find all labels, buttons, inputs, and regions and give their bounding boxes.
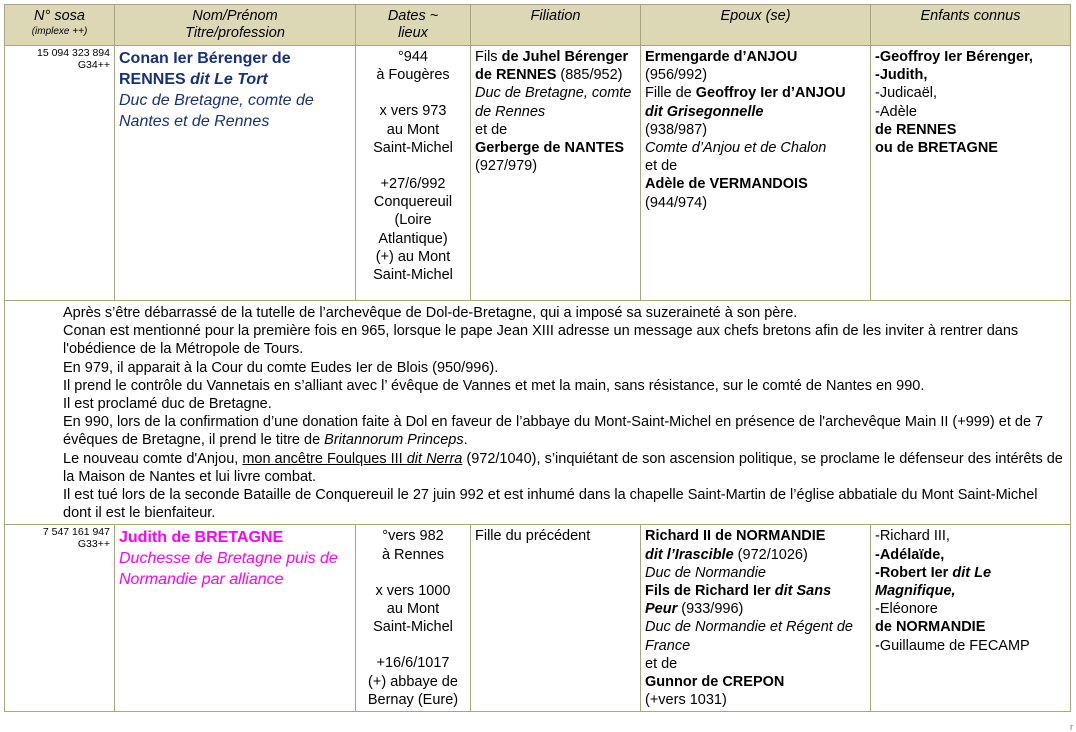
marriage-date: x vers 973 (379, 103, 447, 120)
children-cell (871, 46, 1071, 301)
header-dates-label: Dates ~ (387, 8, 439, 24)
burial-1: (+) au Mont (375, 248, 451, 265)
name-cell (115, 46, 356, 301)
filiation-prefix: Fils (475, 49, 502, 65)
spouse-father-nickname: dit Grisegonnelle (645, 103, 764, 120)
sosa-number: 15 094 323 894 (37, 47, 110, 59)
dates-cell (356, 46, 471, 301)
burial-2: Saint-Michel (373, 267, 453, 284)
bio-paragraph-3: En 979, il apparait à la Cour du comte Eudes Ier de Blois (950/996). (63, 359, 499, 376)
name-cell (115, 525, 356, 712)
spouse-cell (641, 46, 871, 301)
bio-paragraph-5: Il est proclamé duc de Bretagne. (63, 396, 272, 413)
child-2: -Judith, (875, 67, 928, 84)
header-sosa-label: N° sosa (34, 8, 85, 24)
header-row (5, 5, 1071, 46)
header-dates (356, 5, 471, 46)
marriage-place-1: au Mont (386, 121, 440, 138)
header-enfants: Enfants connus (871, 5, 1071, 46)
person-nickname: dit Le Tort (190, 71, 268, 88)
header-name (115, 5, 356, 46)
spouse-name: Ermengarde d’ANJOU (645, 49, 798, 65)
spouse-fille-de: Fille de (645, 85, 696, 102)
page-edge-mark: r (1070, 722, 1073, 732)
header-filiation: Filiation (471, 5, 641, 46)
father-name: de Juhel Bérenger de RENNES (475, 49, 629, 84)
bio-p6-text: En 990, lors de la confirmation d’une donation faite à Dol en faveur de l’abbaye du Mont-Saint-Michel en présence de l'archevêque Main II (+999) et de 7 évêques de Bretagne, il prend le titre de (63, 414, 1044, 449)
spouse-father: Geoffroy Ier d’ANJOU (695, 85, 846, 102)
marriage-place-2: Saint-Michel (373, 139, 453, 156)
header-sosa (5, 5, 115, 46)
child-3: -Judicaël, (875, 85, 938, 102)
spouse-mother: Adèle de VERMANDOIS (645, 176, 808, 193)
mother-dates: (927/979) (475, 158, 538, 175)
children-surname-alt: ou de BRETAGNE (875, 140, 998, 157)
spouse-and: et de (645, 655, 678, 672)
header-name-label: Nom/Prénom (192, 8, 278, 24)
spouse-father-title: Duc de Normandie et Régent de France (645, 619, 853, 654)
dates-cell (356, 525, 471, 712)
spouse-father: Fils de Richard Ier (645, 583, 775, 600)
bio-paragraph-2: Conan est mentionné pour la première fois en 965, lorsque le pape Jean XIII adresse un message aux chefs bretons afin de les inviter à rentrer dans l'obédience de la Métropole de Tours. (63, 323, 1019, 358)
header-title-label: Titre/profession (185, 25, 285, 41)
child-3 (875, 564, 1066, 600)
sosa-number: 7 547 161 947 (42, 526, 110, 539)
birth-place: à Rennes (381, 546, 445, 563)
biography-row (5, 301, 1071, 525)
person-name (119, 48, 351, 90)
generation: G34++ (77, 58, 110, 71)
spouse-nickname-line (645, 546, 866, 564)
person-name-main: Conan Ier Bérenger de RENNES (119, 50, 291, 88)
sosa-cell (5, 525, 115, 712)
generation: G33++ (77, 537, 110, 550)
child-1: -Richard III, (875, 528, 950, 545)
person-name: Judith de BRETAGNE (119, 529, 284, 547)
child-3-nickname: dit Le Magnifique, (875, 564, 992, 600)
child-4: -Adèle (875, 103, 917, 120)
bio-paragraph-1: Après s’être débarrassé de la tutelle de l’archevêque de Dol-de-Bretagne, qui a imposé sa suzeraineté à son père. (63, 305, 798, 321)
spouse-dates: (956/992) (645, 67, 708, 84)
spouse-father-nickname: dit Sans Peur (645, 583, 832, 618)
children-surname: de RENNES (875, 121, 957, 138)
death-date: +16/6/1017 (376, 655, 450, 672)
spouse-name: Richard II de NORMANDIE (645, 528, 826, 545)
birth-place: à Fougères (376, 67, 450, 84)
burial-1: (+) abbaye de (368, 673, 458, 690)
bio-paragraph-6 (63, 413, 1064, 449)
child-2: -Adélaïde, (875, 546, 945, 563)
child-3-name: -Robert Ier (875, 564, 953, 581)
person-row-conan (5, 46, 1071, 301)
spouse-father-dates: (938/987) (645, 121, 708, 138)
bio-paragraph-7 (63, 450, 1064, 486)
sosa-cell (5, 46, 115, 301)
filiation-cell (471, 46, 641, 301)
header-epoux: Epoux (se) (641, 5, 871, 46)
person-title: Duchesse de Bretagne puis de Normandie par alliance (119, 550, 338, 589)
spouse-cell (641, 525, 871, 712)
burial-2: Bernay (Eure) (367, 691, 459, 708)
spouse-nickname: dit l’Irascible (645, 546, 734, 563)
header-places-label: lieux (398, 25, 428, 41)
mother-name: Gerberge de NANTES (475, 140, 625, 157)
filiation-and: et de (475, 121, 508, 138)
bio-paragraph-4: Il prend le contrôle du Vannetais en s’alliant avec l’ évêque de Vannes et met la main, sans résistance, sur le comté de Nantes en 990. (63, 377, 925, 394)
person-row-judith (5, 525, 1071, 712)
marriage-date: x vers 1000 (375, 582, 451, 599)
genealogy-table (4, 4, 1071, 712)
spouse-mother: Gunnor de CREPON (645, 674, 785, 691)
ancestor-link[interactable]: mon ancêtre Foulques III (242, 450, 407, 467)
biography-cell (5, 301, 1071, 525)
spouse-mother-dates: (+vers 1031) (645, 692, 727, 709)
marriage-place-1: au Mont (386, 601, 440, 618)
birth-date: °944 (398, 49, 428, 65)
bio-p6-title: Britannorum Princeps (324, 432, 464, 449)
death-date: +27/6/992 (380, 176, 446, 193)
children-surname: de NORMANDIE (875, 619, 986, 636)
bio-p6-end: . (463, 432, 468, 449)
header-sosa-sub: (implexe ++) (31, 26, 88, 37)
spouse-title: Duc de Normandie (645, 564, 766, 581)
spouse-father-dates: (933/996) (677, 601, 744, 618)
spouse-dates: (972/1026) (733, 546, 808, 563)
child-1: -Geoffroy Ier Bérenger, (875, 49, 1033, 65)
birth-date: °vers 982 (382, 528, 444, 545)
children-cell (871, 525, 1071, 712)
bio-paragraph-8: Il est tué lors de la seconde Bataille de Conquereuil le 27 juin 992 et est inhumé dans la chapelle Saint-Martin de l’église abbatiale du Mont Saint-Michel dont il est le bienfaiteur. (63, 487, 1038, 522)
father-dates: (885/952) (556, 67, 623, 84)
spouse-father-line (645, 582, 866, 618)
ancestor-link-nickname[interactable]: dit Nerra (406, 450, 463, 467)
death-place-2: (Loire (394, 212, 432, 229)
bio-p7-text: Le nouveau comte d'Anjou, (63, 450, 243, 467)
person-title: Duc de Bretagne, comte de Nantes et de Rennes (119, 92, 314, 130)
child-5: -Guillaume de FECAMP (875, 637, 1030, 654)
father-title: Duc de Bretagne, comte de Rennes (475, 85, 632, 120)
spouse-father-title: Comte d’Anjou et de Chalon (645, 140, 827, 157)
spouse-mother-dates: (944/974) (645, 194, 708, 211)
child-4: -Eléonore (875, 601, 938, 618)
marriage-place-2: Saint-Michel (373, 619, 453, 636)
spouse-and: et de (645, 158, 678, 175)
death-place-3: Atlantique) (378, 230, 448, 247)
bio-p7-rest: (972/1040), s’inquiétant de son ascension politique, se proclame le défenseur des intérêts de la Maison de Nantes et lui livre combat. (63, 450, 1063, 485)
death-place-1: Conquereuil (373, 194, 453, 211)
filiation-cell: Fille du précédent (471, 525, 641, 712)
